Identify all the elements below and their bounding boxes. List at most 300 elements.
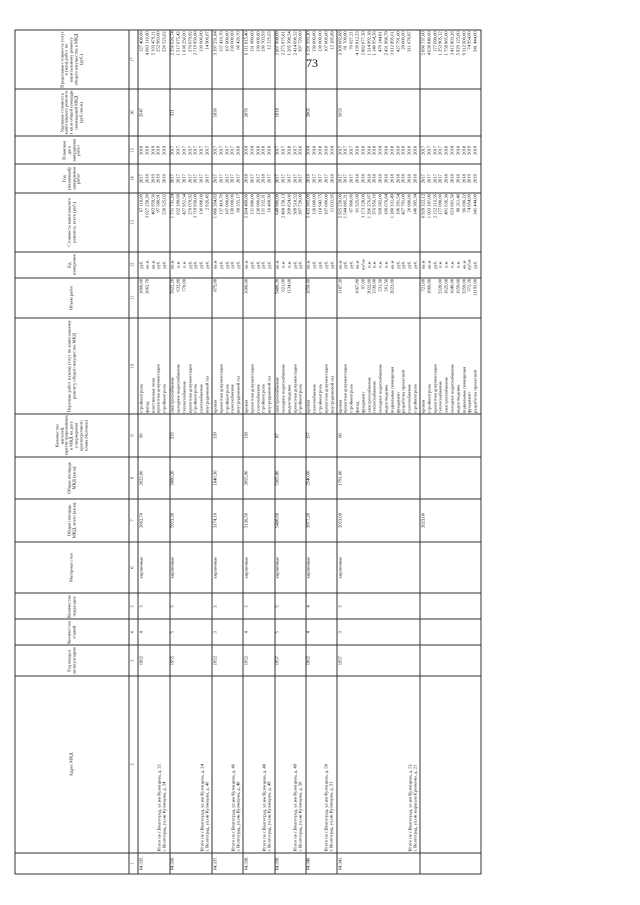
date-end-list-item: 2017 (187, 145, 193, 155)
limit-cost-item: 70 827,21 (348, 31, 354, 50)
row-total-label: Итого по г.Волгоград, ул.им Кузнецова, д. 51 (407, 763, 413, 852)
date-end-list-item: 2018 (329, 145, 335, 155)
row-material: кирпичные (170, 542, 213, 594)
row-material: кирпичные (275, 542, 306, 594)
works-list-item: проектная документация (342, 364, 348, 414)
costs-list-item: 402 959,50 (150, 194, 156, 215)
date-end-list-item: 2018 (406, 145, 412, 155)
limit-cost-list (420, 30, 480, 89)
table-row (138, 30, 169, 874)
limit-cost-item: 130 000,00 (255, 31, 261, 52)
units-list-item: руб. (204, 260, 210, 269)
row-total-label: Итого по г.Волгоград, ул.им Кузнецова, д. 46 (230, 763, 236, 852)
works-list-item: проектная документация (218, 364, 224, 414)
volumes-list-item: 1134,00 (286, 278, 292, 294)
works-list-item: фасад (354, 401, 360, 414)
costs-list-item: 1 731 731,24 (169, 194, 175, 219)
works-list-item: водоотведение (286, 384, 292, 414)
volumes-list-item: 11192,00 (472, 278, 478, 296)
volumes-list-item: 875,00 (212, 278, 218, 292)
date-end-list-item: 2018 (297, 145, 303, 155)
volumes-list-item: 1860,00 (138, 278, 144, 294)
works-list-item: внутридомовой газ (204, 375, 210, 414)
row-residents: 138 (243, 414, 274, 456)
volumes-list-item (330, 279, 336, 316)
header-limit-cost: Предельная стоимость услуг и (или) работ по капитальному ремонту общего имущества в МКД (руб.) (15, 30, 129, 89)
year-end-list-item: 2018 (305, 174, 311, 184)
limit-cost-item: 3 415 803,26 (449, 31, 455, 56)
year-end-list-item: 2017 (204, 174, 210, 184)
date-end-list-item: 2018 (395, 145, 401, 155)
row-entrances: 3 (138, 594, 169, 620)
works-list-item: газоснабжение (311, 384, 317, 414)
date-end-list (170, 136, 213, 164)
col-num: 17 (129, 30, 138, 89)
table-row (212, 30, 243, 874)
units-list-item: руб. (348, 260, 354, 269)
date-end-list-item: 2017 (292, 145, 298, 155)
costs-list-item: 3 173 228,00 (360, 194, 366, 219)
date-end-list-item: 2018 (461, 145, 467, 155)
volumes-list-item: 2328,00 (437, 278, 443, 294)
works-list (420, 318, 480, 415)
year-end-list-item: 2018 (371, 174, 377, 184)
row-unit-cost: 1836 (212, 89, 243, 136)
year-end-list-item: 2017 (420, 174, 426, 184)
row-area: 3955,90 (243, 457, 274, 499)
year-end-list (138, 165, 169, 193)
year-end-list (420, 165, 480, 193)
year-end-list (275, 165, 306, 193)
row-address-text: г. Волгоград, ул.им Кузнецова, д. 51 (328, 781, 334, 852)
costs-list-item: 68 355,17 (235, 194, 241, 213)
works-list (170, 318, 213, 415)
col-num: 3 (129, 645, 138, 676)
row-year (420, 645, 480, 676)
units-list (275, 252, 306, 278)
limit-cost-item: 1 638 250,00 (181, 31, 187, 56)
header-date-end: Плановая дата завершения работ (15, 136, 129, 164)
costs-list-item: 1 544 885,21 (342, 194, 348, 219)
year-end-list (306, 165, 337, 193)
table-row (275, 30, 306, 874)
limit-cost-item: 220 525,02 (161, 31, 167, 52)
table-row (337, 30, 420, 874)
volumes-list-item: 621,00 (280, 278, 286, 292)
units-list-item: руб. (198, 260, 204, 269)
row-residents: 87 (275, 414, 306, 456)
costs-list-item: 5 435 905,00 (305, 194, 311, 219)
row-number: 64.340. (306, 853, 337, 874)
works-list-item: теплоснабжение (371, 381, 377, 414)
units-list-item: руб. (406, 260, 412, 269)
works-list-item: проектная документация (292, 364, 298, 414)
volumes-list-item (237, 279, 243, 316)
volumes-list-item: 1336,00 (371, 278, 377, 294)
units-list-item: руб. (297, 260, 303, 269)
date-end-list-item: 2018 (311, 145, 317, 155)
costs-list-item: 190 291,54 (395, 194, 401, 215)
works-list-item: внутридомовой газ (266, 375, 272, 414)
works-list-item: электроснабжение (169, 377, 175, 414)
works-list-item: стройконтроль (426, 384, 432, 414)
volumes-list-item: 721,00 (420, 278, 426, 292)
header-residents: Количество жителей, зарегистрированных в МКД на дату утверждения краткосрочного плана (человек) (15, 414, 129, 456)
date-end-list (337, 136, 420, 164)
costs-list-item: 96 696,22 (461, 194, 467, 213)
costs-list (243, 193, 274, 252)
costs-list-item: 140 385,34 (412, 194, 418, 215)
row-area-total: 5923,30 (170, 499, 213, 541)
limit-cost-item: 270 079,92 (187, 31, 193, 52)
row-year: 1957 (337, 645, 420, 676)
costs-list-item: 131 980,00 (249, 194, 255, 215)
limit-cost-list (306, 30, 337, 89)
page-number: 73 (306, 56, 318, 70)
limit-cost-list (337, 30, 420, 89)
costs-list-item: 1 886 264,83 (212, 194, 218, 219)
row-area-total: 5480,60 (275, 499, 306, 541)
year-end-list-item: 2017 (266, 174, 272, 184)
limit-cost-item: 130 000,00 (198, 31, 204, 52)
costs-list-item: 5 925 250,00 (337, 194, 343, 219)
volumes-list (138, 278, 169, 318)
year-end-list-item: 2017 (229, 174, 235, 184)
limit-cost-item: 4 863 110,80 (144, 31, 150, 56)
date-end-list-item: 2018 (260, 145, 266, 155)
limit-cost-item: 397 720,00 (297, 31, 303, 52)
limit-cost-item: 1 285 398,54 (286, 31, 292, 56)
costs-list (306, 193, 337, 252)
row-entrances: 5 (275, 594, 306, 620)
volumes-list-item (268, 279, 274, 316)
units-list-item: руб. (323, 260, 329, 269)
row-address-text: г. Волгоград, ул.им Кузнецова, д. 50 (297, 781, 303, 852)
volumes-list-item (205, 279, 211, 316)
header-cost: Стоимость капитального ремонта, всего (руб.) (15, 193, 129, 252)
date-end-list-item: 2017 (181, 145, 187, 155)
col-num: 9 (129, 414, 138, 456)
year-end-list-item: 2017 (337, 174, 343, 184)
limit-cost-item: 479 144,81 (377, 31, 383, 52)
date-end-list-item: 2018 (317, 145, 323, 155)
year-end-list-item: 2017 (192, 174, 198, 184)
row-unit-cost: 2805 (306, 89, 337, 136)
year-end-list-item: 2017 (181, 174, 187, 184)
year-end-list-item: 2018 (400, 174, 406, 184)
date-end-list-item: 2018 (286, 145, 292, 155)
volumes-list (243, 278, 274, 318)
row-year: 1955 (170, 645, 213, 676)
costs-list-item: 196 676,84 (383, 194, 389, 215)
works-list-item: проектная документация (249, 364, 255, 414)
works-list-item: газоснабжение (229, 384, 235, 414)
row-entrances: 3 (337, 594, 420, 620)
table-row (420, 30, 480, 874)
costs-list-item: 130 000,00 (198, 194, 204, 215)
year-end-list-item: 2017 (255, 174, 261, 184)
works-list-item: стройконтроль (138, 384, 144, 414)
costs-list-item: 118 943,75 (317, 194, 323, 215)
row-number: 64.335. (138, 853, 169, 874)
costs-list-item: 6 929 322,12 (420, 194, 426, 219)
row-total-label: Итого по г.Волгоград, ул.им Кузнецова, д. 21 (156, 763, 162, 852)
limit-cost-item: 127 408,68 (138, 31, 144, 52)
year-end-list-item: 2017 (198, 174, 204, 184)
limit-cost-item: 2 256 620,74 (169, 31, 175, 56)
units-list-item: кв.м (389, 260, 395, 269)
units-list (212, 252, 243, 278)
works-list (337, 318, 420, 415)
year-end-list-item: 2019 (161, 174, 167, 184)
costs-list-item: 3 027 258,20 (144, 194, 150, 219)
costs-list (275, 193, 306, 252)
works-list-item: стройконтроль (317, 384, 323, 414)
row-address (275, 676, 306, 853)
costs-list-item: 137 410,70 (218, 194, 224, 215)
date-end-list-item: 2017 (437, 145, 443, 155)
costs-list-item: 107 000,00 (323, 194, 329, 215)
row-material: кирпичные (212, 542, 243, 594)
col-num: 6 (129, 542, 138, 594)
row-unit-cost: 321 (170, 89, 213, 136)
capital-repair-table (15, 30, 482, 875)
works-list-item: разработка проектной (472, 370, 478, 414)
limit-cost-item: 81 700,00 (342, 31, 348, 50)
works-list-item: пластиковые окна (150, 378, 156, 414)
units-list-item: руб. (218, 260, 224, 269)
units-list-item: руб. (260, 260, 266, 269)
date-end-list (138, 136, 169, 164)
works-list-item: фундамент (395, 391, 401, 414)
limit-cost-item: 1 517 075,42 (175, 31, 181, 56)
date-end-list-item: 2019 (472, 145, 478, 155)
units-list-item: руб. (432, 260, 438, 269)
year-end-list (170, 165, 213, 193)
units-list-item: руб. (192, 260, 198, 269)
limit-cost-item: 130 000,00 (229, 31, 235, 52)
limit-cost-item: 2 431 988,79 (383, 31, 389, 56)
year-end-list-item: 2018 (260, 174, 266, 184)
units-list (337, 252, 420, 278)
row-number: 64.341. (337, 853, 420, 874)
works-list-item: стройконтроль (192, 384, 198, 414)
row-floors: 4 (138, 619, 169, 645)
year-end-list-item: 2018 (395, 174, 401, 184)
table-row (306, 30, 337, 874)
year-end-list-item: 2017 (138, 174, 144, 184)
units-list-item: п.м (280, 261, 286, 268)
row-material (420, 542, 480, 594)
units-list-item: руб. (395, 260, 401, 269)
date-end-list-item: 2018 (383, 145, 389, 155)
volumes-list-item: 5922,20 (169, 278, 175, 294)
costs-list-item: 131 332,31 (260, 194, 266, 215)
costs-list-item: 2 468 158,13 (280, 194, 286, 219)
volumes-list-item (157, 279, 163, 316)
works-list-item: водоотведение (383, 384, 389, 414)
year-end-list-item: 2018 (455, 174, 461, 184)
year-end-list-item: 2018 (329, 174, 335, 184)
works-list (306, 318, 337, 415)
year-end-list-item: 2018 (243, 174, 249, 184)
col-num: 2 (129, 676, 138, 853)
limit-cost-item: 5 929 125,00 (455, 31, 461, 56)
header-material: Материал стен (15, 542, 129, 594)
units-list-item: кв.м (426, 260, 432, 269)
header-num (15, 853, 129, 874)
limit-cost-item: 3 612 895,61 (389, 31, 395, 56)
row-address (243, 676, 274, 853)
row-residents: 96 (138, 414, 169, 456)
date-end-list-item: 2019 (466, 145, 472, 155)
limit-cost-item: 68 420,70 (235, 31, 241, 50)
rotated-table-container (15, 30, 625, 875)
row-address (306, 676, 337, 853)
units-list-item: кв.м (305, 260, 311, 269)
limit-cost-item: 20 000,00 (400, 31, 406, 50)
header-row (15, 30, 129, 874)
limit-cost-item: 14 906,67 (204, 31, 210, 50)
row-area: 2022,00 (138, 457, 169, 499)
volumes-list-item: 2862,70 (144, 278, 150, 294)
units-list-item: п.м (449, 261, 455, 268)
volumes-list-item: 2023,00 (389, 278, 395, 294)
works-list-item: кровля (212, 399, 218, 414)
costs-list-item: 130 000,00 (255, 194, 261, 215)
units-list-item: п.м (455, 261, 461, 268)
volumes-list-item: 770,00 (181, 278, 187, 292)
works-list-item: холодное водоснабжение (175, 364, 181, 414)
header-year: Год ввода в эксплуатацию (15, 645, 129, 676)
header-address: Адрес МКД (15, 676, 129, 853)
volumes-list (306, 278, 337, 318)
year-end-list-item: 2017 (286, 174, 292, 184)
limit-cost-item: 4 038 840,00 (426, 31, 432, 56)
row-material: кирпичные (306, 542, 337, 594)
date-end-list-item: 2018 (138, 145, 144, 155)
units-list-item: руб. (187, 260, 193, 269)
works-list-item: проектная документация (187, 364, 193, 414)
col-num: 15 (129, 136, 138, 164)
volumes-list-item: 1659,00 (455, 278, 461, 294)
year-end-list-item: 2017 (342, 174, 348, 184)
year-end-list-item: 2018 (443, 174, 449, 184)
date-end-list-item: 2018 (305, 145, 311, 155)
units-list-item: руб. (138, 260, 144, 269)
col-num: 16 (129, 89, 138, 136)
units-list (306, 252, 337, 278)
row-residents: 68 (337, 414, 420, 456)
costs-list-item: 130 000,00 (311, 194, 317, 215)
works-list-item: проектная документация (155, 364, 161, 414)
row-address-text: г. Волгоград, ул.им Кузнецова, д. 48 (235, 781, 241, 852)
date-end-list-item: 2018 (354, 145, 360, 155)
col-num: 12 (129, 252, 138, 278)
header-unit: Ед. измерения (15, 252, 129, 278)
date-end-list-item: 2017 (192, 145, 198, 155)
row-entrances (420, 594, 480, 620)
year-end-list-item: 2017 (348, 174, 354, 184)
year-end-list (212, 165, 243, 193)
year-end-list-item: 2019 (150, 174, 156, 184)
limit-cost-item: 9 312 600,00 (461, 31, 467, 56)
works-list-item: холодное водоснабжение (377, 364, 383, 414)
year-end-list-item: 2017 (297, 174, 303, 184)
limit-cost-list (170, 30, 213, 89)
table-row (170, 30, 213, 874)
date-end-list (306, 136, 337, 164)
limit-cost-item: 2 414 090,52 (292, 31, 298, 56)
volumes-list-item: 1625,00 (443, 278, 449, 294)
volumes-list-item: 1660,00 (243, 278, 249, 294)
row-floors: 4 (306, 619, 337, 645)
volumes-list-item (413, 279, 419, 316)
header-floors: Количество этажей (15, 619, 129, 645)
units-list-item: руб. (235, 260, 241, 269)
costs-list-item: 1 280 331,49 (389, 194, 395, 219)
year-end-list-item: 2018 (144, 174, 150, 184)
table-row (243, 30, 274, 874)
units-list (420, 252, 480, 278)
works-list-item: газоснабжение (198, 384, 204, 414)
year-end-list-item: 2017 (224, 174, 229, 184)
date-end-list-item: 2018 (323, 145, 329, 155)
volumes-list-item: 5480,20 (274, 278, 280, 294)
units-list-item: руб. (161, 260, 167, 269)
costs-list-item: 623 601,50 (449, 194, 455, 215)
costs-list-item: 427 791,00 (400, 194, 406, 215)
units-list-item: руб. (224, 260, 229, 269)
limit-cost-item: 4 139 812,23 (354, 31, 360, 56)
row-area-total: 5136,50 (243, 499, 274, 541)
date-end-list-item: 2018 (449, 145, 455, 155)
year-end-list-item: 2017 (317, 174, 323, 184)
row-area (420, 457, 480, 499)
col-num: 7 (129, 499, 138, 541)
costs-list-item: 177 098,00 (437, 194, 443, 215)
volumes-list (170, 278, 213, 318)
limit-cost-item: 2 087 998,09 (274, 31, 280, 56)
year-end-list-item: 2017 (187, 174, 193, 184)
year-end-list-item: 2017 (249, 174, 255, 184)
limit-cost-item: 107 000,00 (323, 31, 329, 52)
year-end-list-item: 2018 (360, 174, 366, 184)
date-end-list-item: 2018 (144, 145, 150, 155)
row-year: 1962 (306, 645, 337, 676)
costs-list-item: 11 031,95 (329, 194, 335, 213)
row-residents: 157 (306, 414, 337, 456)
row-unit-cost: 5655 (337, 89, 420, 136)
date-end-list-item: 2017 (198, 145, 204, 155)
row-area: 2540,60 (306, 457, 337, 499)
date-end-list (243, 136, 274, 164)
year-end-list (243, 165, 274, 193)
limit-cost-item: 1 758 985,00 (443, 31, 449, 56)
row-unit-cost: 2870 (243, 89, 274, 136)
year-end-list-item: 2018 (412, 174, 418, 184)
limit-cost-item: 3 719 950,00 (192, 31, 198, 56)
volumes-list-item: 1860,00 (426, 278, 432, 294)
costs-list (138, 193, 169, 252)
costs-list-item: 220 525,02 (161, 194, 167, 215)
limit-cost-item: 2 882 077,30 (360, 31, 366, 56)
volumes-list (337, 278, 420, 318)
costs-list (212, 193, 243, 252)
date-end-list-item: 2019 (150, 145, 156, 155)
date-end-list-item: 2017 (224, 145, 229, 155)
date-end-list-item: 2018 (360, 145, 366, 155)
